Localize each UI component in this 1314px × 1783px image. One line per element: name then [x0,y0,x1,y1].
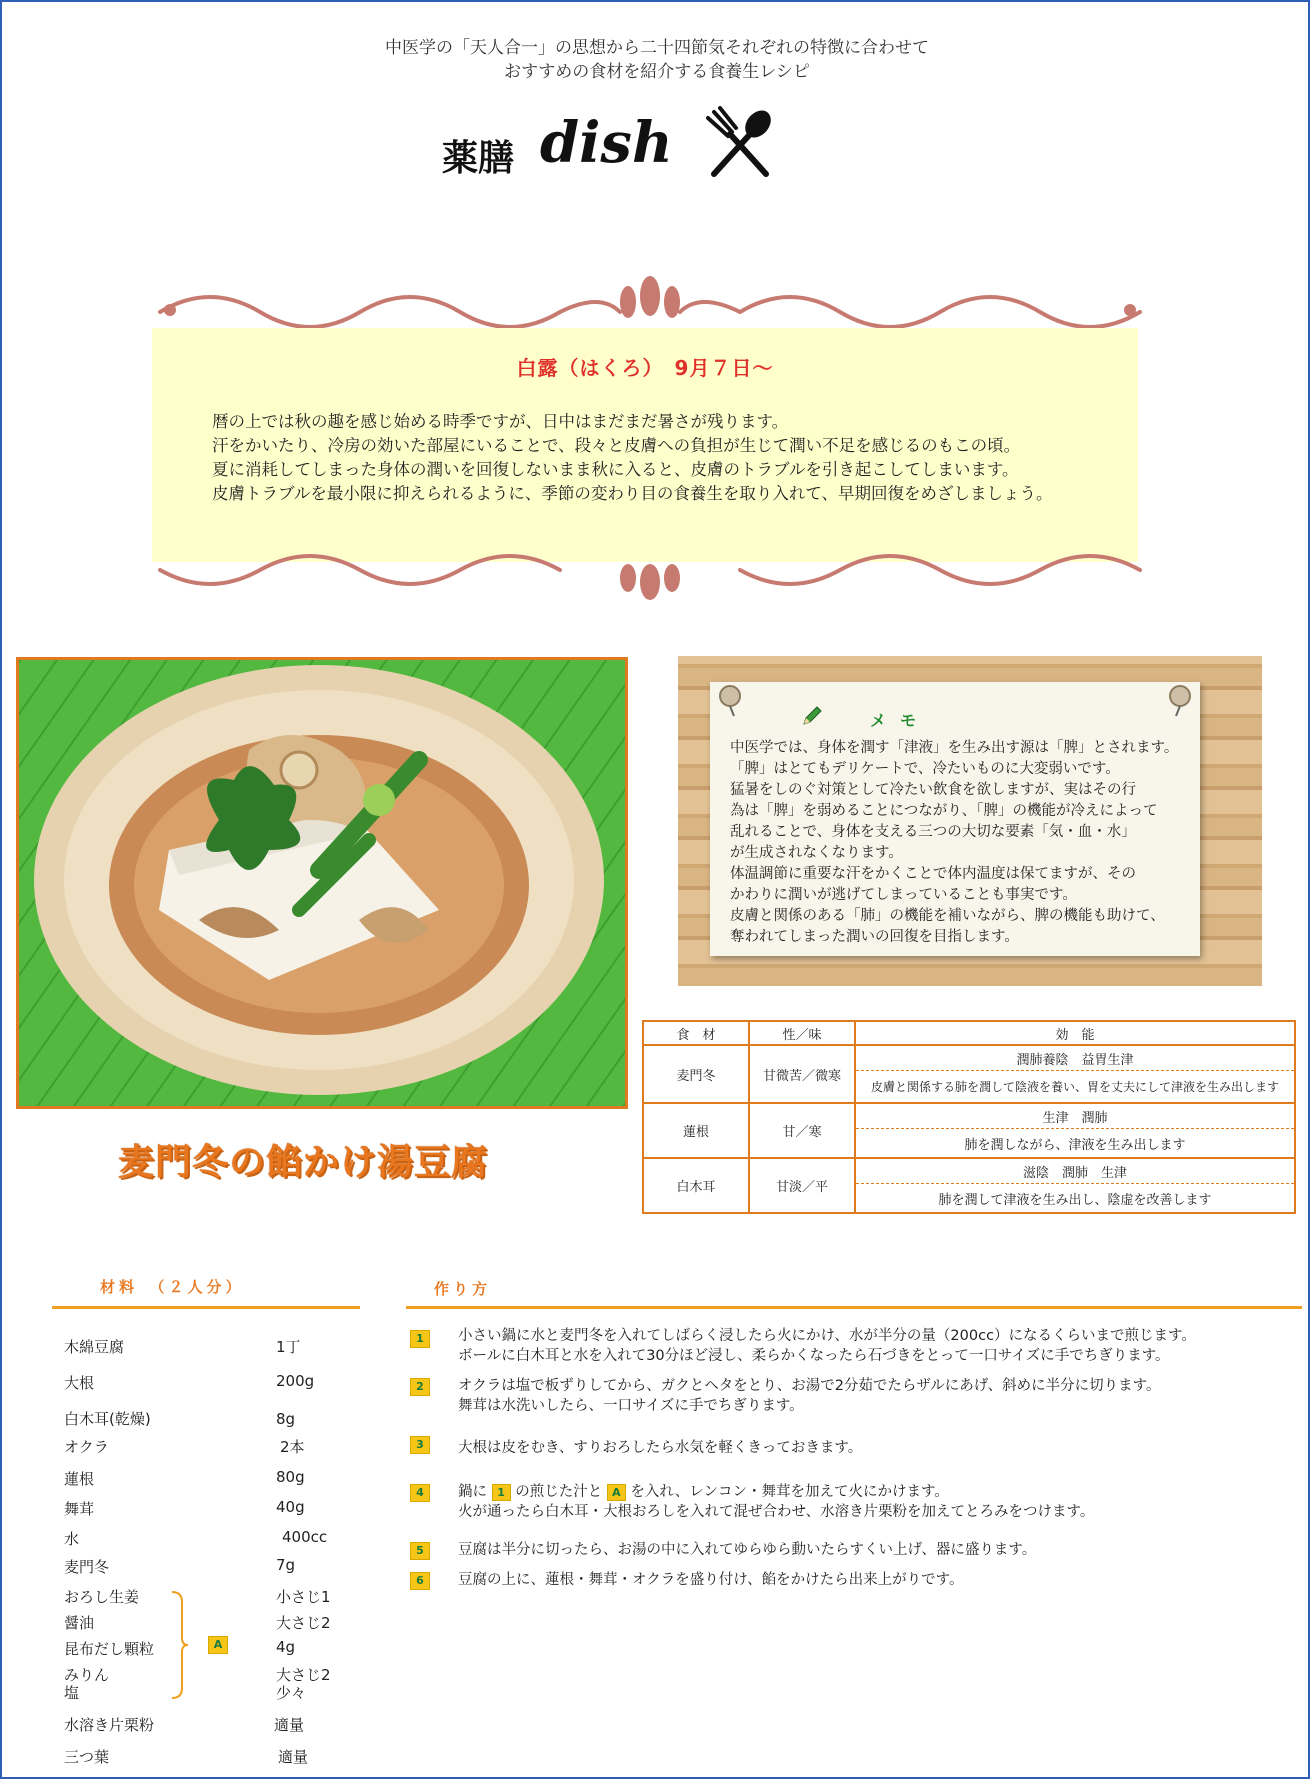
ingredient-name: オクラ [64,1438,109,1456]
step-number-badge: 6 [410,1572,430,1590]
ingredients-divider [52,1306,360,1309]
group-bracket [168,1590,188,1700]
table-header-row [643,1021,1295,1045]
ingredient-qty: 200g [276,1372,315,1390]
intro-line-1: 中医学の「天人合一」の思想から二十四節気それぞれの特徴に合わせて [385,38,929,58]
memo-line: かわりに潤いが逃げてしまっていることも事実です。 [730,887,1077,903]
memo-line: 皮膚と関係のある「肺」の機能を補いながら、脾の機能も助けて、 [730,908,1165,924]
step-number-badge: 2 [410,1378,430,1396]
memo-line: 為は「脾」を弱めることにつながり、「脾」の機能が冷えによって [730,803,1158,819]
pushpin-icon [710,680,750,720]
ingredient-qty: 40g [276,1498,305,1516]
ingredient-name: 木綿豆腐 [64,1338,125,1356]
intro-line-2: おすすめの食材を紹介する食養生レシピ [504,62,810,82]
memo-line: 体温調節に重要な汗をかくことで体内温度は保てますが、その [730,866,1136,882]
ingredient-qty: 7g [276,1556,296,1574]
step-ref-badge: 1 [492,1484,511,1501]
ingredient-name: 白木耳(乾燥) [64,1410,151,1428]
step-line: 火が通ったら白木耳・大根おろしを入れて混ぜ合わせ、水溶き片栗粉を加えてとろみをつけます。 [458,1504,1095,1520]
dish-photo [16,657,628,1109]
ingredient-name: 塩 [64,1684,80,1702]
memo-line: 「脾」はとてもデリケートで、冷たいものに大変弱いです。 [730,761,1120,777]
memo-text [730,738,1200,948]
ingredient-name: 麦門冬 [64,1558,110,1576]
step-line: 豆腐の上に、蓮根・舞茸・オクラを盛り付け、餡をかけたら出来上がりです。 [458,1572,964,1588]
step-ref-badge: A [607,1484,626,1501]
dish-title: 麦門冬の餡かけ湯豆腐 [118,1142,489,1183]
ingredient-qty: 1丁 [276,1338,301,1356]
herb-desc: 肺を潤して津液を生み出し、陰虚を改善します [855,1184,1295,1214]
season-line: 汗をかいたり、冷房の効いた部屋にいることで、段々と皮膚への負担が生じて潤い不足を感じるのもこの頃。 [212,436,1021,455]
step-line [458,1482,949,1502]
step-number-badge: 3 [410,1436,430,1454]
step-number-badge: 4 [410,1484,430,1502]
step-line: オクラは塩で板ずりしてから、ガクとヘタをとり、お湯で2分茹でたらザルにあげ、斜めに半分に切ります。 [458,1378,1161,1394]
table-row [643,1045,1295,1071]
season-line: 暦の上では秋の趣を感じ始める時季ですが、日中はまだまだ暑さが残ります。 [212,412,789,431]
ingredient-name: 水 [64,1530,80,1548]
ingredient-name: 昆布だし顆粒 [64,1640,155,1658]
steps-divider [406,1306,1302,1309]
ingredient-qty: 大さじ2 [276,1614,331,1632]
herb-nature: 甘微苦／微寒 [749,1045,855,1103]
herb-effect: 生津 潤肺 [855,1103,1295,1129]
ingredient-qty: 400cc [282,1528,328,1546]
table-row [643,1103,1295,1129]
herb-name: 白木耳 [643,1158,749,1213]
step-text-part: を入れ、レンコン・舞茸を加えて火にかけます。 [630,1484,949,1500]
steps-heading: 作り方 [434,1280,492,1298]
ingredient-name: 舞茸 [64,1500,95,1518]
memo-line: が生成されなくなります。 [730,845,903,861]
ingredient-name: 蓮根 [64,1470,95,1488]
herb-effect: 潤肺養陰 益胃生津 [855,1045,1295,1071]
ingredient-qty: 少々 [276,1684,307,1702]
step-line: ボールに白木耳と水を入れて30分ほど浸し、柔らかくなったら石づきをとって一口サイズに手でちぎります。 [458,1348,1170,1364]
ingredients-heading: 材料 （２人分） [100,1278,245,1296]
ingredient-qty: 適量 [278,1748,309,1766]
memo-line: 乱れることで、身体を支える三つの大切な要素「気・血・水」 [730,824,1136,840]
herb-desc: 肺を潤しながら、津液を生み出します [855,1129,1295,1159]
season-title: 白露（はくろ） 9月７日～ [516,356,774,380]
step-line: 豆腐は半分に切ったら、お湯の中に入れてゆらゆら動いたらすくい上げ、器に盛ります。 [458,1542,1037,1558]
group-a-badge: A [208,1636,228,1654]
brand-jp: 薬膳 [442,137,515,179]
memo-line: 中医学では、身体を潤す「津液」を生み出す源は「脾」とされます。 [730,740,1179,756]
ingredient-name: みりん [64,1666,110,1684]
ingredient-name: 三つ葉 [64,1748,110,1766]
step-line: 舞茸は水洗いしたら、一口サイズに手でちぎります。 [458,1398,804,1414]
season-line: 皮膚トラブルを最小限に抑えられるように、季節の変わり目の食養生を取り入れて、早期回復をめざしましょう。 [212,484,1053,503]
herb-name: 麦門冬 [643,1045,749,1103]
table-header: 性／味 [749,1021,855,1045]
herb-nature: 甘淡／平 [749,1158,855,1213]
intro-text [0,36,1314,84]
memo-title: メモ [870,711,931,730]
herb-nature: 甘／寒 [749,1103,855,1158]
ingredient-qty: 小さじ1 [276,1588,331,1606]
season-line: 夏に消耗してしまった身体の潤いを回復しないまま秋に入ると、皮膚のトラブルを引き起こしてしまいます。 [212,460,1019,479]
fork-spoon-icon [700,104,780,184]
ingredient-qty: 4g [276,1638,296,1656]
ingredient-qty: 8g [276,1410,296,1428]
herb-name: 蓮根 [643,1103,749,1158]
season-text [212,410,1112,506]
step-line: 大根は皮をむき、すりおろしたら水気を軽くきっておきます。 [458,1440,863,1456]
table-header: 食 材 [643,1021,749,1045]
ingredient-qty: 2本 [280,1438,305,1456]
step-text-part: の煎じた汁と [515,1484,603,1500]
herb-effect: 滋陰 潤肺 生津 [855,1158,1295,1184]
herb-table [642,1020,1296,1214]
step-number-badge: 1 [410,1330,430,1348]
step-number-badge: 5 [410,1542,430,1560]
pushpin-icon [1160,680,1200,720]
ingredient-name: 醤油 [64,1614,95,1632]
table-header: 効 能 [855,1021,1295,1045]
brand-en: dish [540,110,673,176]
table-row [643,1158,1295,1184]
ingredient-name: 水溶き片栗粉 [64,1716,155,1734]
herb-desc: 皮膚と関係する肺を潤して陰液を養い、胃を丈夫にして津液を生み出します [855,1071,1295,1103]
pencil-icon [800,704,824,728]
step-line: 小さい鍋に水と麦門冬を入れてしばらく浸したら火にかけ、水が半分の量（200cc）になるくらいまで煎じます。 [458,1328,1196,1344]
memo-line: 猛暑をしのぐ対策として冷たい飲食を欲しますが、実はその行 [730,782,1136,798]
ingredient-name: おろし生姜 [64,1588,140,1606]
ingredient-qty: 大さじ2 [276,1666,331,1684]
step-text-part: 鍋に [458,1484,487,1500]
ingredient-qty: 適量 [274,1716,305,1734]
ingredient-qty: 80g [276,1468,305,1486]
ingredient-name: 大根 [64,1374,95,1392]
memo-line: 奪われてしまった潤いの回復を目指します。 [730,929,1019,945]
bottom-ornament [150,548,1150,608]
